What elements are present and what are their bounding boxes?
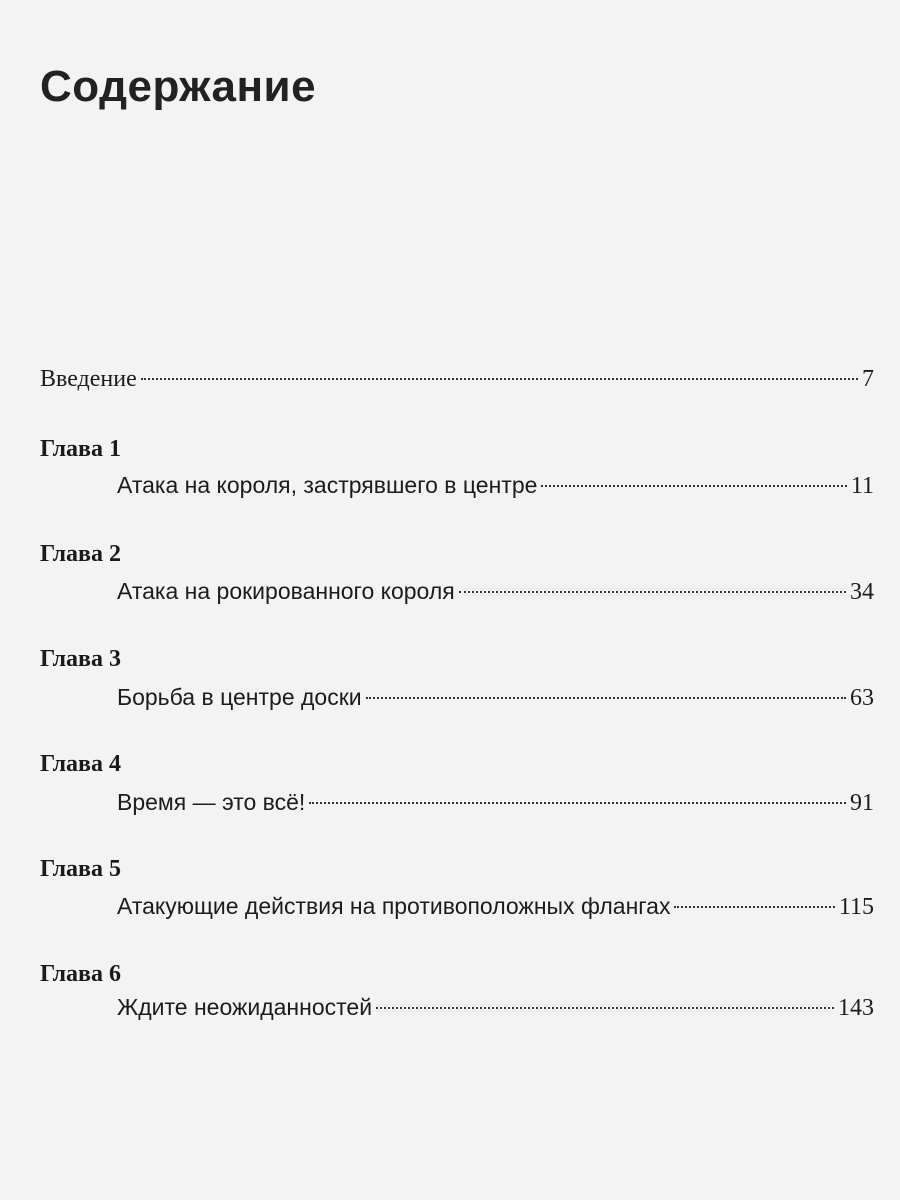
toc-entry-page: 11 (850, 473, 874, 499)
dot-leader (366, 697, 846, 699)
toc-entry-page: 34 (850, 579, 874, 605)
chapter-label-5: Глава 5 (40, 856, 121, 882)
chapter-label-1: Глава 1 (40, 436, 121, 462)
chapter-label-6: Глава 6 (40, 961, 121, 987)
toc-entry-page: 143 (838, 995, 874, 1021)
toc-entry-title: Борьба в центре доски (117, 684, 362, 710)
toc-entry-title: Атака на короля, застрявшего в центре (117, 472, 538, 498)
dot-leader (309, 802, 846, 804)
toc-entry-title: Ждите неожиданностей (117, 994, 373, 1020)
toc-entry-intro (40, 366, 874, 400)
toc-entry-title: Время — это всё! (117, 789, 306, 815)
dot-leader (141, 378, 858, 380)
dot-leader (376, 1007, 834, 1009)
toc-entry-chapter-4 (117, 789, 874, 823)
toc-entry-page: 63 (850, 685, 874, 711)
dot-leader (459, 591, 846, 593)
toc-entry-page: 91 (850, 790, 874, 816)
toc-entry-chapter-1 (117, 472, 874, 506)
toc-entry-title: Атака на рокированного короля (117, 578, 455, 604)
toc-entry-page: 7 (862, 366, 874, 392)
toc-entry-page: 115 (838, 894, 874, 920)
chapter-label-2: Глава 2 (40, 541, 121, 567)
dot-leader (674, 906, 834, 908)
toc-entry-title: Атакующие действия на противоположных флангах (117, 893, 671, 919)
toc-entry-chapter-6 (117, 994, 874, 1028)
toc-entry-chapter-2 (117, 578, 874, 612)
toc-entry-chapter-3 (117, 684, 874, 718)
toc-entry-title: Введение (40, 366, 137, 392)
chapter-label-4: Глава 4 (40, 751, 121, 777)
page-title: Содержание (40, 62, 317, 111)
toc-entry-chapter-5 (117, 893, 874, 927)
dot-leader (541, 485, 846, 487)
chapter-label-3: Глава 3 (40, 646, 121, 672)
